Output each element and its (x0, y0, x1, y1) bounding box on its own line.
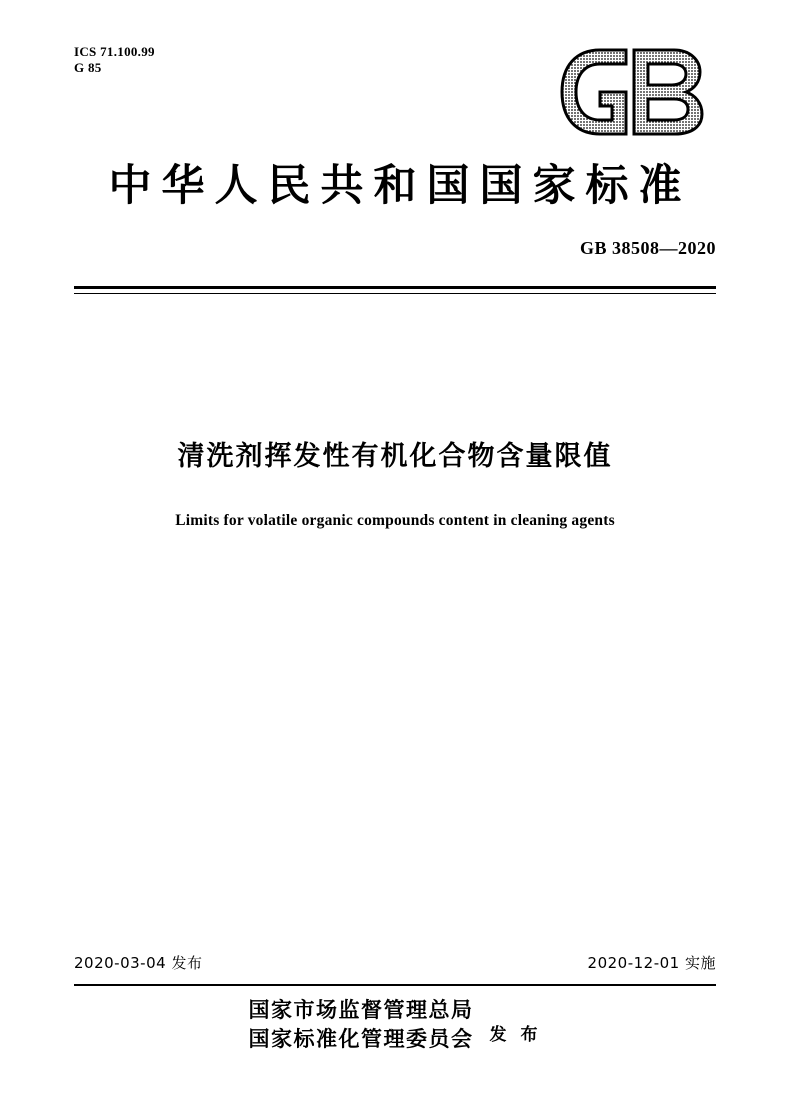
issuer-line-1: 国家市场监督管理总局 (248, 998, 474, 1022)
ics-classification-block (74, 44, 155, 76)
standard-number: GB 38508—2020 (579, 238, 716, 258)
divider-thick (74, 286, 716, 289)
gb-logo-icon (556, 46, 716, 138)
document-title-chinese: 清洗剂挥发性有机化合物含量限值 (177, 441, 613, 472)
document-title-english: Limits for volatile organic compounds content in cleaning agents (175, 512, 615, 529)
divider-thin (74, 293, 716, 294)
ics-code: ICS 71.100.99 (74, 44, 155, 59)
issuer-line-2: 国家标准化管理委员会 (248, 1027, 474, 1051)
dates-row (74, 952, 716, 974)
ccs-code: G 85 (74, 60, 102, 75)
national-standard-title: 中华人民共和国国家标准 (108, 161, 692, 211)
issuer-names (249, 996, 474, 1054)
effective-date: 2020-12-01 实施 (587, 954, 716, 972)
divider-bottom (74, 984, 716, 986)
issue-date: 2020-03-04 发布 (74, 954, 203, 972)
issuer-block (0, 996, 790, 1054)
publish-label: 发 布 (489, 1024, 542, 1045)
